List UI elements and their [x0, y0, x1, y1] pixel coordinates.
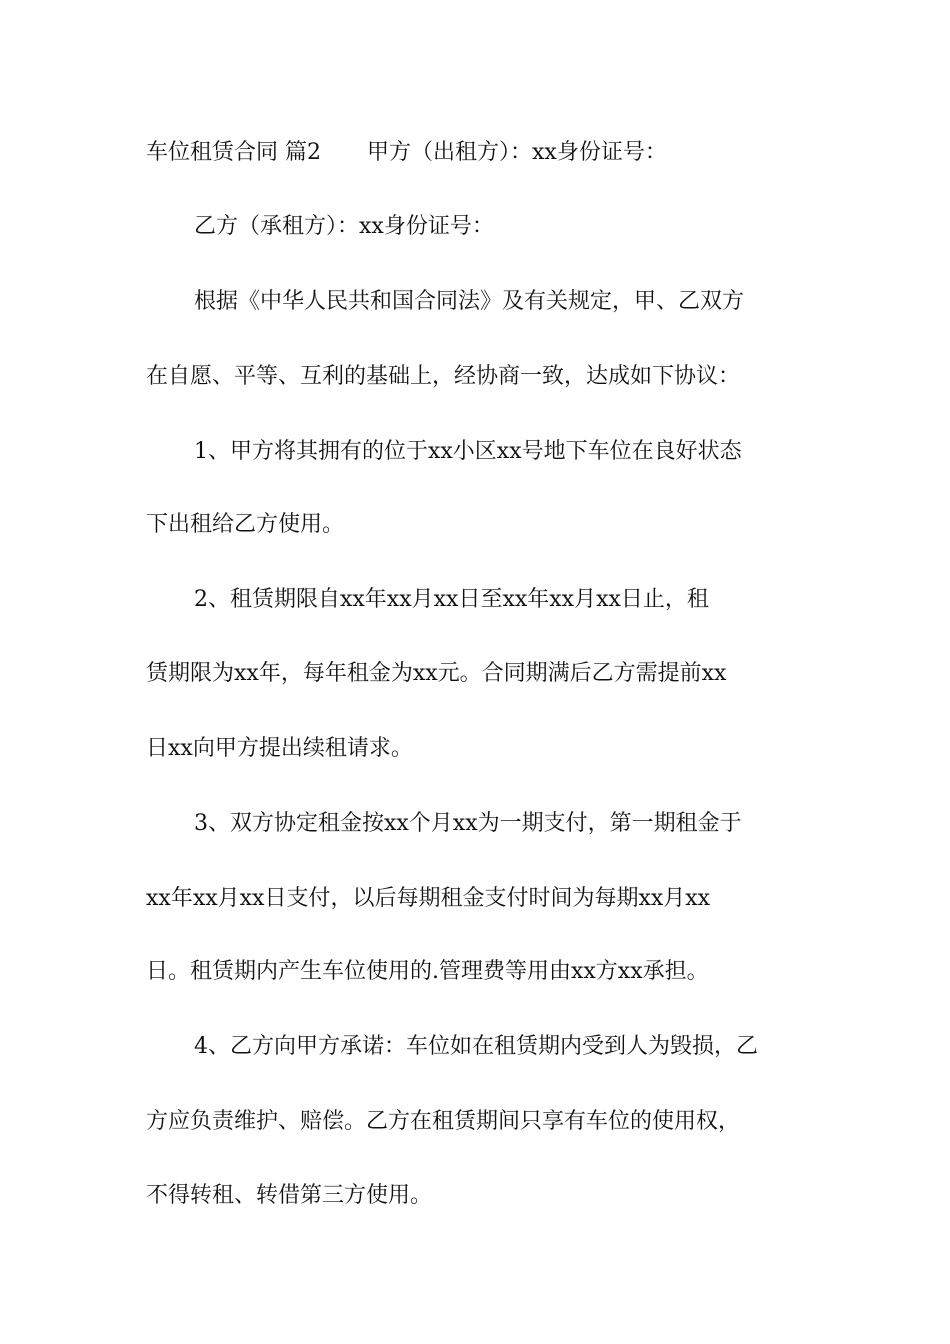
clause-3-line: 3、双方协定租金按xx个月xx为一期支付，第一期租金于 [194, 811, 742, 836]
paragraph-line: 在自愿、平等、互利的基础上，经协商一致，达成如下协议： [146, 364, 741, 389]
clause-1-line: 1、甲方将其拥有的位于xx小区xx号地下车位在良好状态 [194, 439, 742, 464]
clause-1-line: 下出租给乙方使用。 [146, 512, 345, 537]
clause-2-line: 赁期限为xx年，每年租金为xx元。合同期满后乙方需提前xx [146, 661, 727, 686]
party-a-line: 甲方（出租方）：xx身份证号： [367, 140, 667, 165]
header-line [146, 133, 816, 173]
clause-3-line: xx年xx月xx日支付，以后每期租金支付时间为每期xx月xx [146, 886, 711, 911]
paragraph-line: 根据《中华人民共和国合同法》及有关规定，甲、乙双方 [194, 289, 745, 314]
clause-3-line: 日。租赁期内产生车位使用的.管理费等用由xx方xx承担。 [146, 959, 709, 984]
clause-4-line: 不得转租、转借第三方使用。 [146, 1183, 433, 1208]
clause-2-line: 2、租赁期限自xx年xx月xx日至xx年xx月xx日止，租 [194, 587, 709, 612]
clause-4-line: 方应负责维护、赔偿。乙方在租赁期间只享有车位的使用权， [146, 1109, 741, 1134]
party-b-line: 乙方（承租方）：xx身份证号： [194, 214, 494, 239]
document-title: 车位租赁合同 篇2 [146, 140, 321, 165]
clause-4-line: 4、乙方向甲方承诺：车位如在租赁期内受到人为毁损，乙 [194, 1034, 758, 1059]
clause-2-line: 日xx向甲方提出续租请求。 [146, 736, 413, 761]
